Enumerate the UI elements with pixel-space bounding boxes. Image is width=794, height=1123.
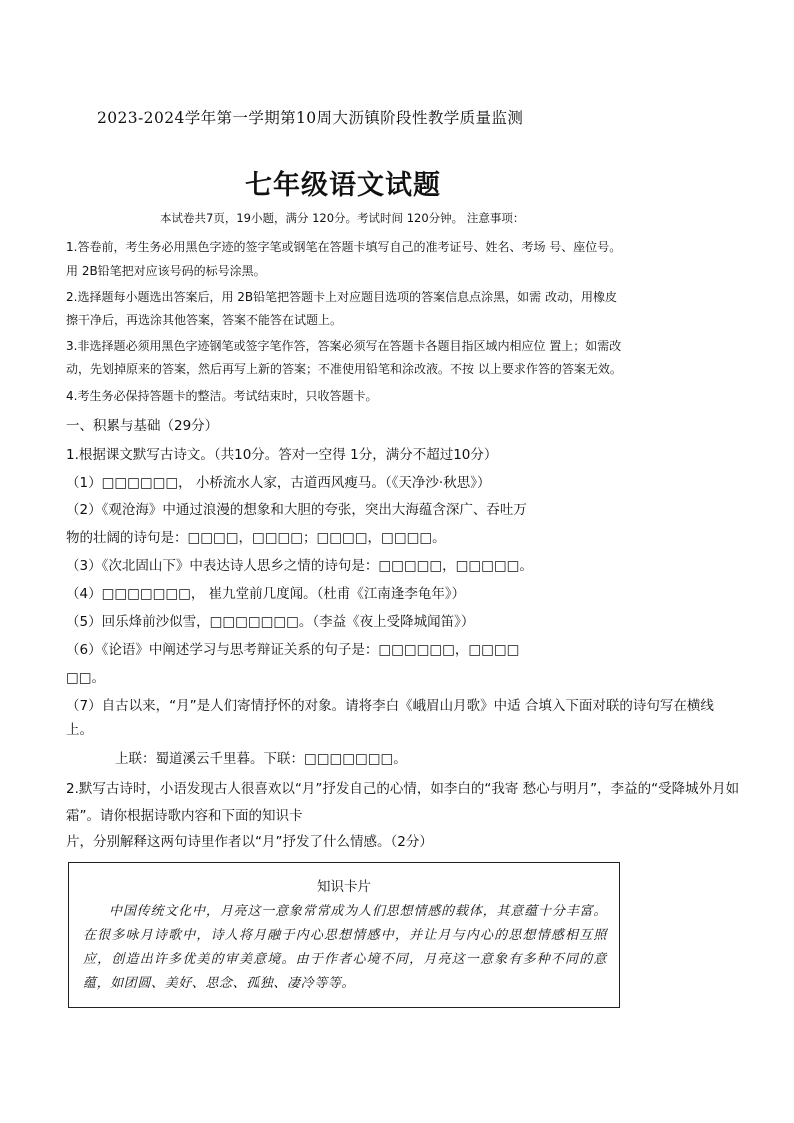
section-heading: 一、积累与基础（29分） xyxy=(66,418,219,434)
question-1-item: （4）□□□□□□□， 崔九堂前几度闻。（杜甫《江南逢李龟年》） xyxy=(66,586,466,602)
knowledge-card-title: 知识卡片 xyxy=(317,879,371,895)
note-line: 2.选择题每小题选出答案后，用 2B铅笔把答题卡上对应题目选项的答案信息点涂黑，如需 改动，用橡皮 xyxy=(66,290,617,304)
question-1-item: （1）□□□□□□， 小桥流水人家，古道西风瘦马。（《天净沙·秋思》） xyxy=(66,475,491,491)
question-2-line: 霜”。请你根据诗歌内容和下面的知识卡 xyxy=(66,808,303,824)
question-1-item: （2）《观沧海》中通过浪漫的想象和大胆的夸张，突出大海蕴含深广、吞吐万 xyxy=(66,502,527,518)
question-1-item: （3）《次北固山下》中表达诗人思乡之情的诗句是：□□□□□，□□□□□。 xyxy=(66,558,533,574)
note-line: 用 2B铅笔把对应该号码的标号涂黑。 xyxy=(66,264,266,278)
question-2-line: 片，分别解释这两句诗里作者以“月”抒发了什么情感。（2分） xyxy=(66,834,433,850)
note-line: 1.答卷前，考生务必用黑色字迹的签字笔或钢笔在答题卡填写自己的准考证号、姓名、考场 号、座位号。 xyxy=(66,240,622,254)
question-1-item: （5）回乐烽前沙似雪，□□□□□□□。（李益《夜上受降城闻笛》） xyxy=(66,614,475,630)
question-1-item: （7）自古以来，“月”是人们寄情抒怀的对象。请将李白《峨眉山月歌》中适 合填入下面对联的诗句写在横线 xyxy=(66,698,714,714)
exam-intro: 本试卷共7页，19小题，满分 120分。考试时间 120分钟。 注意事项： xyxy=(160,211,525,225)
knowledge-card xyxy=(68,862,620,1008)
exam-header: 2023-2024学年第一学期第10周大沥镇阶段性教学质量监测 xyxy=(97,109,524,127)
question-1-item: 物的壮阔的诗句是：□□□□，□□□□；□□□□，□□□□。 xyxy=(66,530,446,546)
note-line: 动，先划掉原来的答案，然后再写上新的答案；不准使用铅笔和涂改液。不按 以上要求作答的答案无效。 xyxy=(66,362,622,376)
question-1-item: □□。 xyxy=(66,670,106,686)
couplet-line: 上联：蜀道溪云千里暮。下联：□□□□□□□。 xyxy=(115,751,407,767)
note-line: 4.考生务必保持答题卡的整洁。考试结束时，只收答题卡。 xyxy=(66,389,378,403)
question-1-item: （6）《论语》中阐述学习与思考辩证关系的句子是：□□□□□□，□□□□ xyxy=(66,642,520,658)
note-line: 3.非选择题必须用黑色字迹钢笔或签字笔作答，答案必须写在答题卡各题目指区域内相应位 置上；如需改 xyxy=(66,339,622,353)
exam-title: 七年级语文试题 xyxy=(245,170,441,201)
note-line: 擦干净后，再选涂其他答案，答案不能答在试题上。 xyxy=(66,313,343,327)
question-1-stem: 1.根据课文默写古诗文。（共10分。答对一空得 1分，满分不超过10分） xyxy=(66,447,498,463)
knowledge-card-body: 中国传统文化中，月亮这一意象常常成为人们思想情感的载体，其意蕴十分丰富。在很多咏月诗歌中，诗人将月融于内心思想情感中，并让月与内心的思想情感相互照应，创造出许多优美的审美意境。由于作者心境不同，月亮这一意象有多种不同的意蕴，如团圆、美好、思念、孤独、凄冷等等。 xyxy=(83,904,607,991)
question-1-item: 上。 xyxy=(66,722,93,738)
question-2-line: 2.默写古诗时，小语发现古人很喜欢以“月”抒发自己的心情，如李白的“我寄 愁心与明月”，李益的“受降城外月如 xyxy=(66,781,740,797)
